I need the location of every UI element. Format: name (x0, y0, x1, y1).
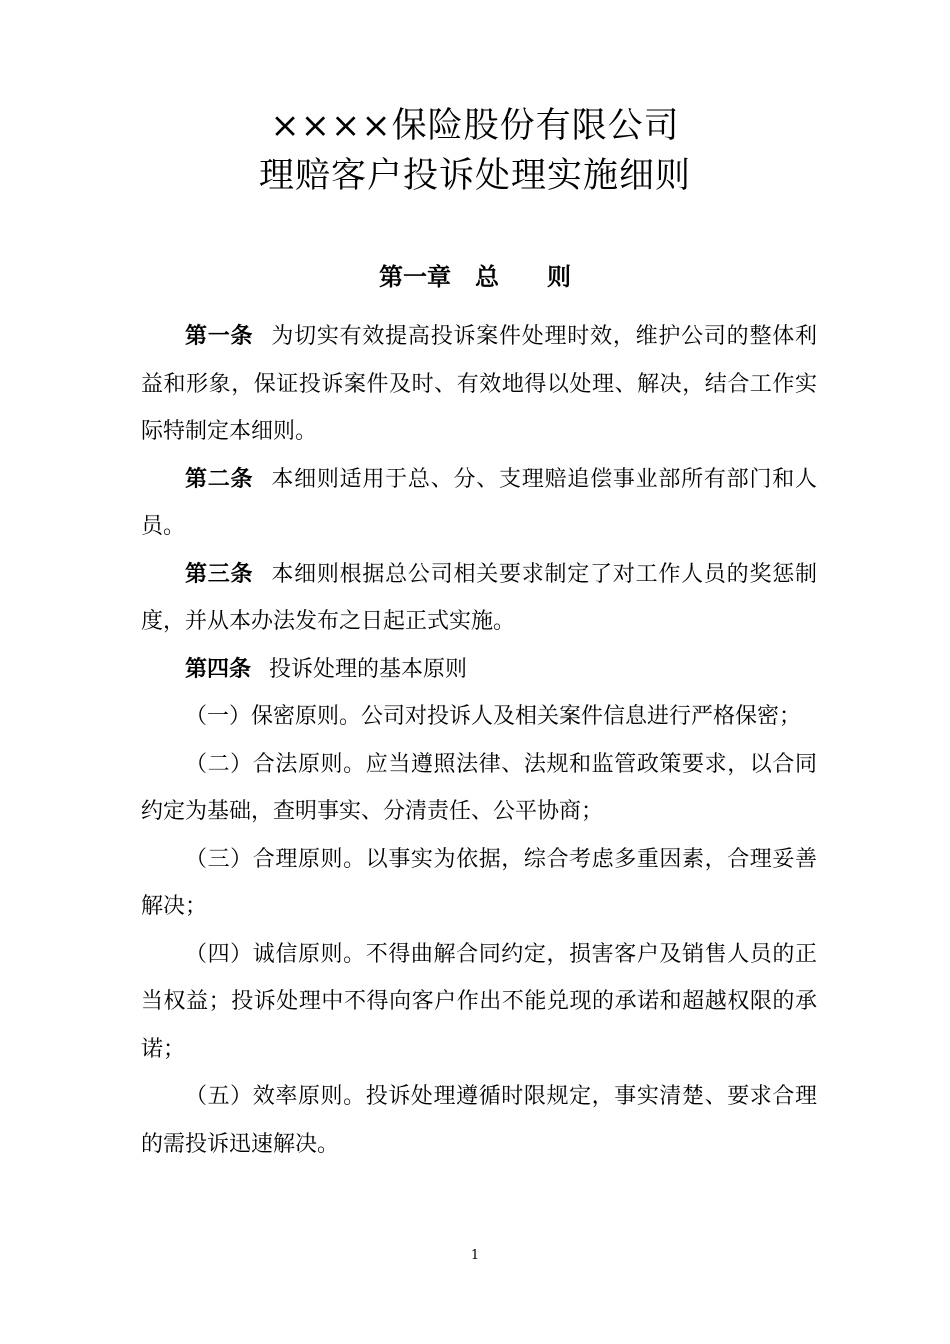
principle-efficiency: （五）效率原则。投诉处理遵循时限规定，事实清楚、要求合理的需投诉迅速解决。 (141, 1084, 817, 1157)
article-text: 本细则根据总公司相关要求制定了对工作人员的奖惩制度，并从本办法发布之日起正式实施。 (141, 561, 817, 634)
principle-confidentiality: （一）保密原则。公司对投诉人及相关案件信息进行严格保密； (185, 704, 802, 729)
article-2 (141, 456, 817, 551)
principle-integrity: （四）诚信原则。不得曲解合同约定，损害客户及销售人员的正当权益；投诉处理中不得向客户作出不能兑现的承诺和超越权限的承诺； (141, 941, 817, 1062)
document-title-line-2: 理赔客户投诉处理实施细则 (258, 156, 691, 196)
chapter-heading: 第一章 总 则 (379, 263, 571, 291)
article-text: 为切实有效提高投诉案件处理时效，维护公司的整体利益和形象，保证投诉案件及时、有效地得以处理、解决，结合工作实际特制定本细则。 (141, 324, 817, 444)
article-number: 第二条 (185, 466, 254, 492)
document-body (141, 313, 817, 1168)
principle-reasonableness: （三）合理原则。以事实为依据，综合考虑多重因素，合理妥善解决； (141, 846, 817, 919)
article-3 (141, 551, 817, 646)
article-1 (141, 313, 817, 456)
article-text: 投诉处理的基本原则 (269, 656, 468, 682)
article-4 (141, 646, 817, 694)
article-text: 本细则适用于总、分、支理赔追偿事业部所有部门和人员。 (141, 466, 817, 539)
article-number: 第四条 (185, 656, 252, 682)
document-title-line-1: ××××保险股份有限公司 (270, 106, 680, 146)
page-number: 1 (470, 1248, 480, 1263)
article-number: 第三条 (185, 561, 254, 587)
article-number: 第一条 (185, 324, 254, 349)
principle-legality: （二）合法原则。应当遵照法律、法规和监管政策要求，以合同约定为基础，查明事实、分清责任、公平协商； (141, 751, 817, 824)
